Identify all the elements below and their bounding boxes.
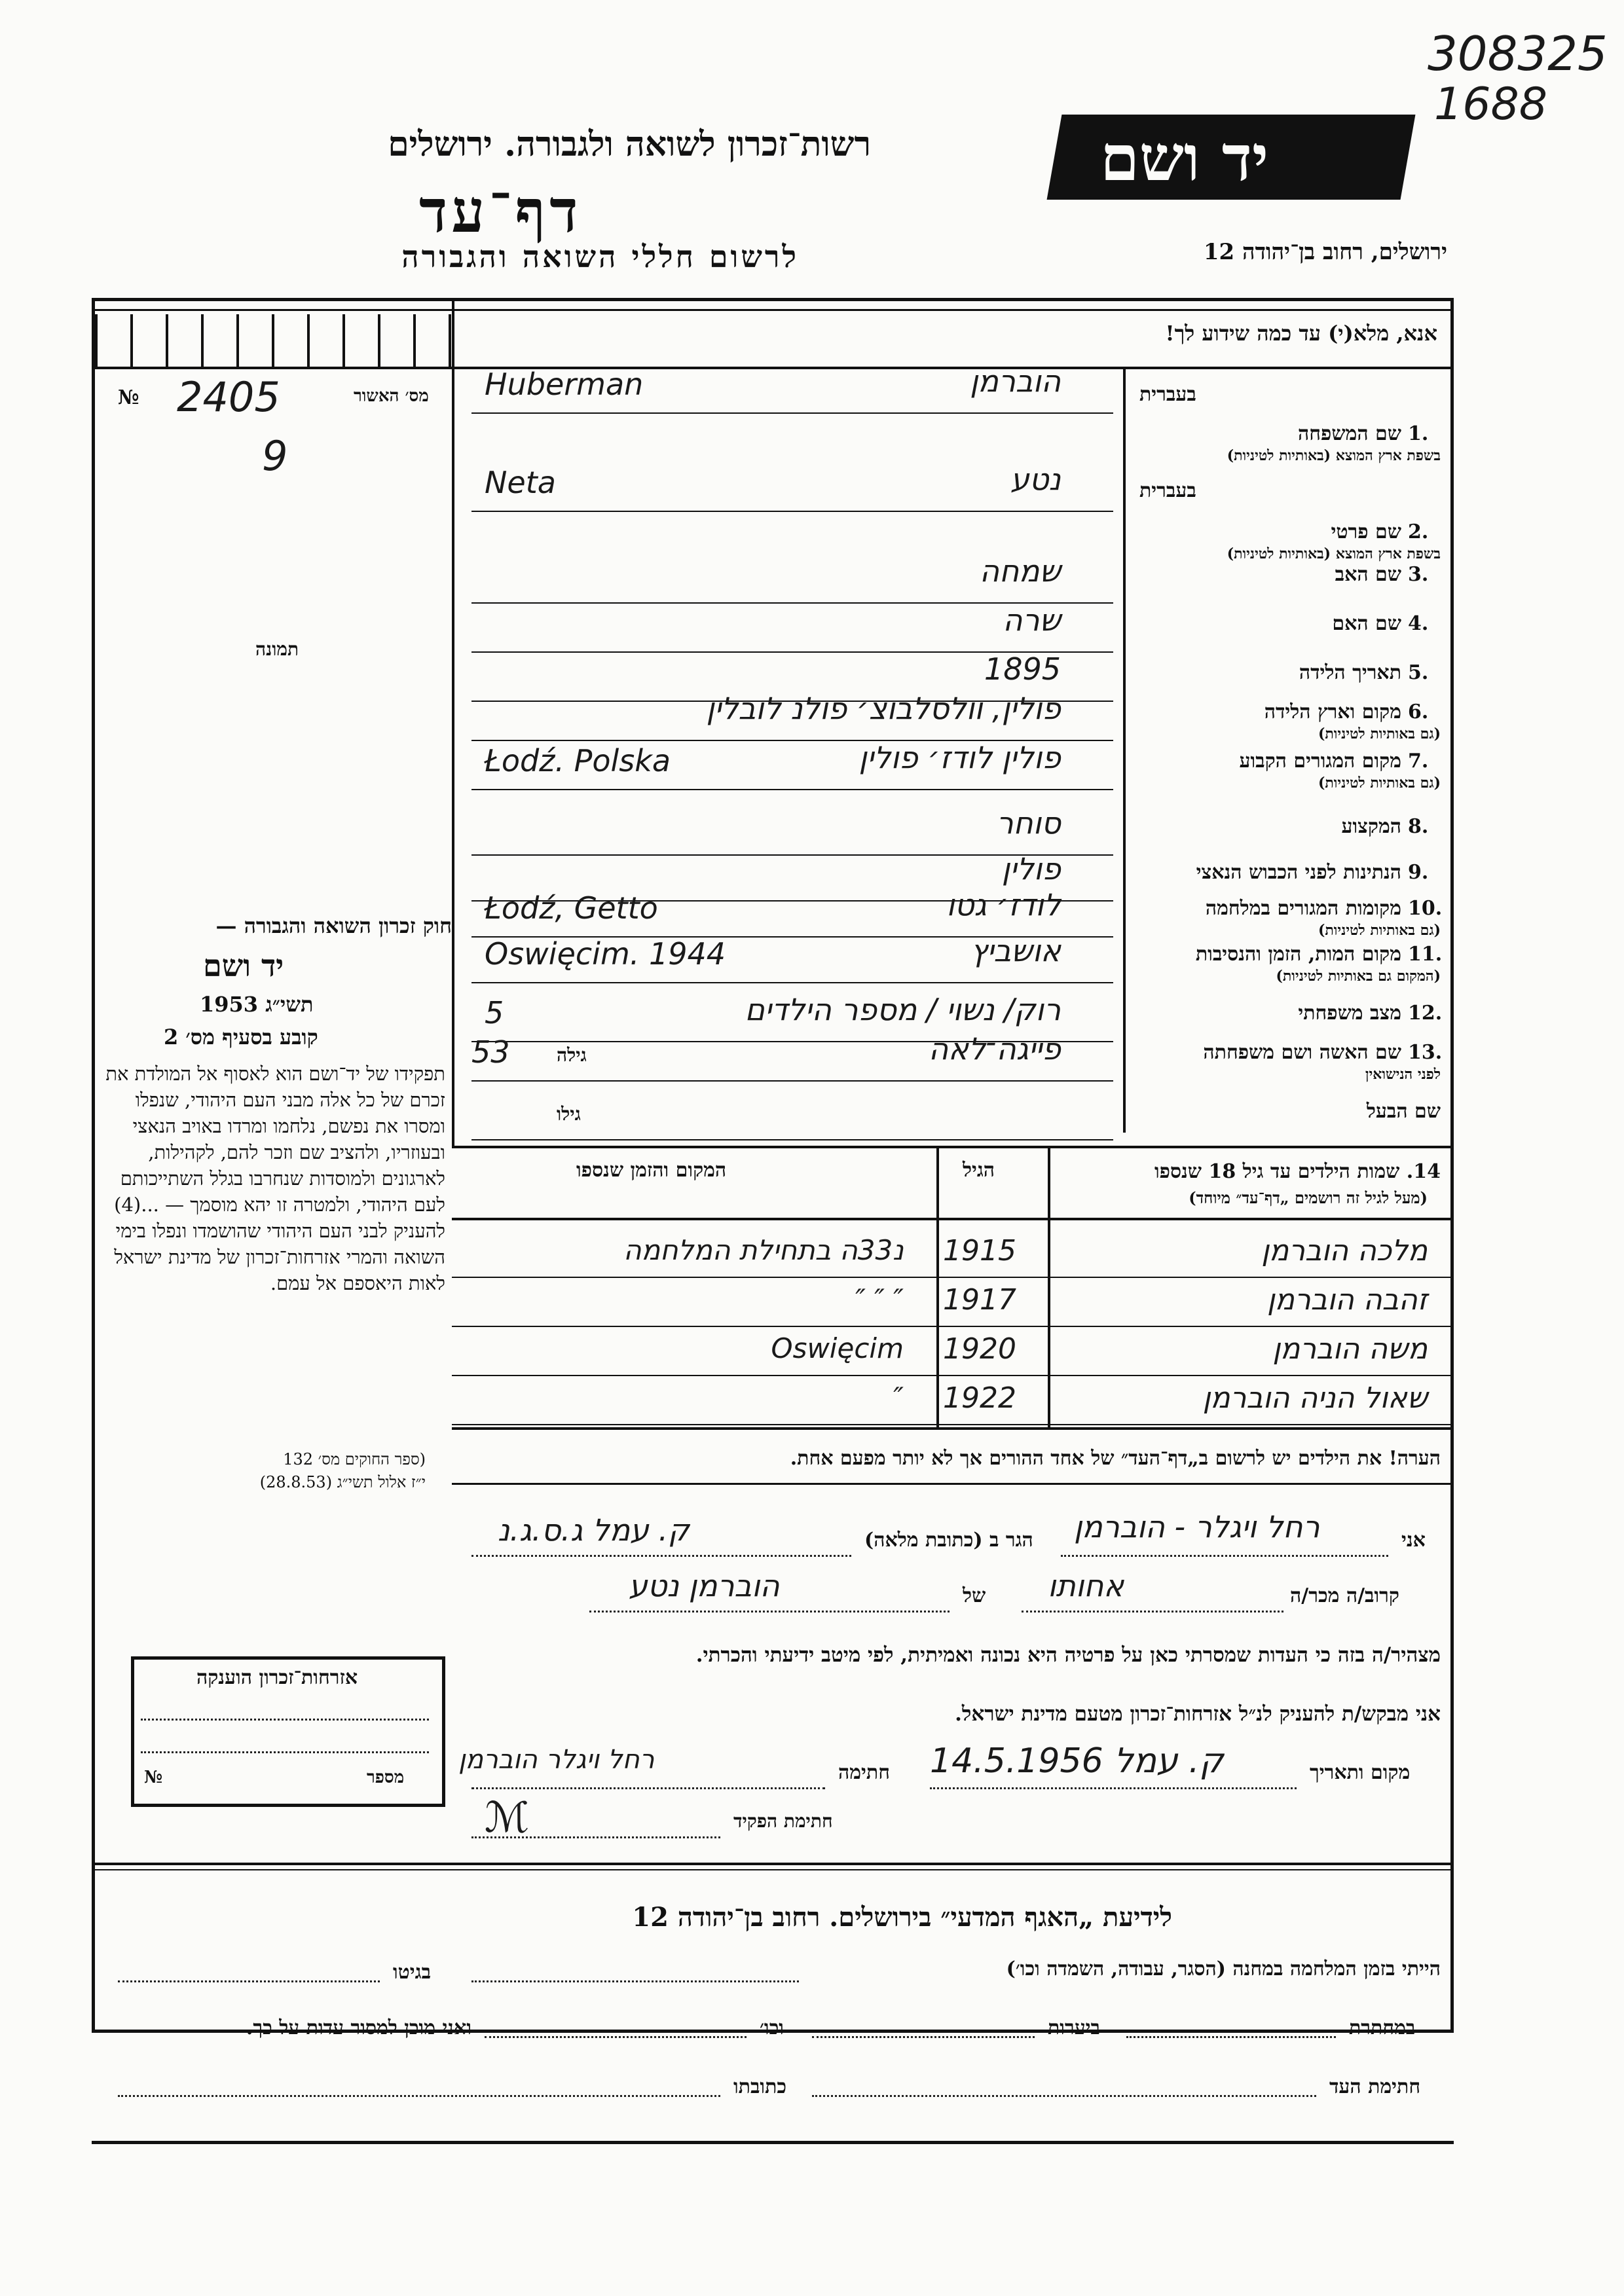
field-label: הנתינות לפני הכבוש הנאצי — [1196, 861, 1401, 884]
code-boxes-bottom — [92, 367, 1450, 369]
citizenship-line-1 — [141, 1719, 429, 1721]
field-value-latin: Neta — [485, 465, 556, 500]
field-label: מקום המות, הזמן והנסיבות — [1195, 943, 1401, 966]
field-underline — [471, 982, 1113, 983]
field-number: 11. — [1408, 943, 1443, 966]
child-year: 1915 — [943, 1234, 1016, 1267]
field-value-hebrew: 1895 — [984, 651, 1061, 687]
field-note: בשפת ארץ המוצא (באותיות לטיניות) — [1227, 447, 1441, 464]
field-label: שם האשה ושם משפחתה — [1203, 1041, 1401, 1064]
child-year: 1917 — [943, 1283, 1016, 1317]
field-value-hebrew: סוחר — [996, 805, 1061, 841]
code-boxes — [95, 314, 452, 367]
field-label: שם פרטי — [1331, 520, 1401, 543]
field-label: שם האב — [1335, 563, 1401, 586]
decl-signature-line — [471, 1787, 825, 1789]
footer-line1-a: הייתי בזמן המלחמה במחנה (הסגר, עבודה, השמדה וכו׳) — [1006, 1958, 1441, 1980]
field-value-hebrew: שרה — [1003, 602, 1061, 638]
field-number: 12. — [1408, 1002, 1443, 1025]
archive-number-bottom: 1688 — [1434, 79, 1548, 130]
children-header-line — [452, 1218, 1450, 1220]
children-age-header: הגיל — [963, 1159, 995, 1182]
field-number: 9. — [1408, 861, 1429, 884]
field-value-latin: Oswięcim. 1944 — [485, 936, 726, 972]
child-place: ″ — [893, 1381, 904, 1413]
decl-i-line — [1061, 1555, 1388, 1557]
citizenship-number-label: מספר — [367, 1768, 405, 1787]
archive-number-top: 308325 — [1428, 26, 1608, 81]
decl-officer-label: חתימת הפקיד — [733, 1810, 833, 1832]
field-value-latin: 5 — [485, 995, 504, 1030]
child-row-line — [452, 1375, 1450, 1376]
child-row-line — [452, 1277, 1450, 1278]
field-note: (גם באותיות לטיניות) — [1318, 774, 1441, 792]
law-clause: קובע בסעיף מס׳ 2 — [164, 1025, 318, 1049]
law-text: תפקידו של יד־ושם הוא לאסוף אל המולדת את זכרם של כל אלה מבני העם היהודי, שנפלו ומסרו את נפשם, נלחמו ומרדו באויב הנאצי ובעוזריו, ולהציב שם וזכר להם, לקהילות, לארגונים ולמוסדות שנחרבו בגלל השתייכותם לעם היהודי, ולמטרה זו יהא מוסמך — ...(4) להעניק לבני העם היהודי שהושמדו ונפלו בימי השואה והמרי אזרחות־זכרון של מדינת ישראל לאות היאספם אל עמם. — [105, 1063, 445, 1294]
field-value-hebrew: אושביץ — [970, 933, 1061, 968]
registration-label: מס׳ האשור — [354, 386, 429, 406]
footer-divider — [92, 1863, 1454, 1865]
decl-resides-value: ק. עמל ג.ס.ג.נ — [498, 1512, 690, 1548]
decl-resides-line — [471, 1555, 851, 1557]
field-underline — [471, 511, 1113, 512]
field-value-hebrew: שמחה — [980, 553, 1061, 589]
decl-i-value: רחל ויגלר - הוברמן — [1074, 1509, 1320, 1544]
field-number: 8. — [1408, 815, 1429, 838]
children-bottom-line — [452, 1427, 1450, 1430]
field-value-hebrew: פולין — [1001, 851, 1061, 886]
footer-divider-2 — [92, 1869, 1454, 1870]
photo-label: תמונה — [255, 638, 299, 660]
decl-place-date-line — [930, 1787, 1297, 1789]
law-source-1: (ספר החוקים מס׳ 132 — [283, 1450, 426, 1468]
field-label: מקומות המגורים במלחמה — [1205, 897, 1401, 920]
field-value-latin: Łodź. Polska — [485, 743, 671, 778]
field-label: מצב משפחתי — [1298, 1002, 1401, 1025]
field-number: 4. — [1408, 612, 1429, 635]
decl-of-line — [589, 1611, 950, 1613]
field-number: 6. — [1408, 701, 1429, 723]
law-year: תשי״ג 1953 — [200, 992, 314, 1017]
field-underline — [471, 412, 1113, 414]
footer-line2-d: ואני מוכן למסור עדות על כך. — [246, 2016, 471, 2039]
field-underline — [471, 1139, 1113, 1140]
field-note: (המקום גם באותיות לטיניות) — [1276, 968, 1441, 985]
field-label: שם האם — [1332, 612, 1401, 635]
children-col1 — [936, 1146, 939, 1427]
field-label: המקצוע — [1341, 815, 1401, 838]
children-remark: הערה! את הילדים יש לרשום ב„דף־העד״ של אחד ההורים אך לא יותר מפעם אחת. — [790, 1447, 1441, 1470]
instruction: אנא, מלא(י) עד כמה שידוע לך! — [1165, 321, 1437, 346]
field-value-latin: Huberman — [485, 367, 644, 402]
field-underline — [471, 789, 1113, 790]
field-number: 2. — [1408, 520, 1429, 543]
footer-title: לידיעת „האגף המדעי״ בירושלים. רחוב בן־יהודה 12 — [632, 1902, 1172, 1933]
decl-relative-label: קרוב/ה מכר/ה — [1290, 1584, 1399, 1607]
decl-relative-value: אחותו — [1048, 1568, 1124, 1603]
authority-title: רשות־זכרון לשואה ולגבורה. ירושלים — [388, 124, 871, 164]
footer-line2-dots-a — [1126, 2036, 1336, 2038]
decl-of-label: של — [963, 1584, 986, 1607]
footer-line3-b: כתובתו — [733, 2075, 787, 2098]
child-name: משה הוברמן — [1272, 1332, 1428, 1366]
field-value-hebrew: לודז׳ גטו — [946, 887, 1061, 922]
footer-line1-dots-a — [471, 1980, 799, 1982]
footer-line2-dots-c — [485, 2036, 747, 2038]
citizenship-title: אזרחות־זכרון הוענקה — [196, 1666, 358, 1689]
field-number: 1. — [1408, 422, 1429, 445]
footer-line1-b: בגיטו — [393, 1961, 432, 1984]
children-col2 — [1048, 1146, 1050, 1427]
field-value-latin: Łodź, Getto — [485, 890, 658, 926]
field-age-label: גילו — [557, 1103, 581, 1125]
form-title: דף־עד — [419, 177, 582, 246]
registration-no-sign: № — [118, 386, 139, 409]
decl-of-value: הוברמן נטע — [629, 1568, 780, 1603]
field-value-hebrew: פייגה־לאה — [929, 1031, 1061, 1066]
field-age-label: גילה — [557, 1044, 587, 1066]
children-note: (מעל לגיל זה רושמים „דף־עד״ מיוחד) — [1189, 1188, 1428, 1207]
child-row-line — [452, 1326, 1450, 1327]
frame-bottom-band — [92, 2141, 1454, 2144]
decl-statement: מצהיר/ה בזה כי העדות שמסרתי כאן על פרטיה היא נכונה ואמיתית, לפי מיטב ידיעתי והכרתי. — [695, 1643, 1441, 1667]
field-note: לפני הנישואין — [1365, 1066, 1441, 1083]
form-subtitle: לרשום חללי השואה והגבורה — [401, 239, 799, 274]
law-source-2: י״ז אלול תשי״ג (28.8.53) — [259, 1473, 426, 1491]
child-name: מלכה הוברמן — [1261, 1234, 1428, 1267]
children-label: 14. שמות הילדים עד גיל 18 שנספו — [1154, 1160, 1441, 1183]
footer-line3-a: חתימת העד — [1329, 2075, 1421, 2098]
footer-line2-c: וכו׳ — [760, 2016, 784, 2039]
child-row-line — [452, 1424, 1450, 1425]
decl-relative-line — [1022, 1611, 1283, 1613]
left-column-divider — [452, 301, 454, 1146]
logo-text: יד ושם — [1100, 121, 1269, 195]
children-place-header: המקום והזמן שנספו — [576, 1159, 727, 1182]
decl-place-date-value: ק. עמל 14.5.1956 — [930, 1741, 1224, 1781]
decl-request: אני מבקש/ת להעניק לנ״ל אזרחות־זכרון מטעם מדינת ישראל. — [955, 1702, 1441, 1726]
law-title: חוק זכרון השואה והגבורה — — [215, 913, 452, 938]
field-value-hebrew: נטע — [1010, 462, 1061, 497]
field-note: (גם באותיות לטיניות) — [1318, 922, 1441, 939]
decl-place-date-label: מקום ותאריך — [1310, 1761, 1411, 1784]
child-year: 1922 — [943, 1381, 1016, 1415]
child-year: 1920 — [943, 1332, 1016, 1366]
citizenship-line-2 — [141, 1751, 429, 1753]
decl-i-label: אני — [1401, 1529, 1426, 1552]
registration-sub: 9 — [262, 432, 288, 480]
citizenship-no-sign: № — [144, 1768, 163, 1787]
field-number: 13. — [1408, 1041, 1443, 1064]
decl-signature-label: חתימה — [838, 1761, 890, 1784]
field-underline — [471, 1080, 1113, 1082]
field-age: 53 — [471, 1034, 510, 1070]
field-value-hebrew: פולין לודז׳ פולין — [858, 740, 1061, 775]
officer-signature-icon: ℳ — [485, 1794, 530, 1842]
registration-number: 2405 — [177, 373, 280, 421]
field-number: 7. — [1408, 750, 1429, 773]
footer-line2-b: ביערות — [1048, 2016, 1101, 2039]
child-place: ″ ″ ″ — [855, 1283, 904, 1315]
field-value-hebrew: רוק/ נשוי / מספר הילדים — [745, 992, 1061, 1027]
field-label: מקום המגורים הקבוע — [1239, 750, 1401, 773]
footer-line2-dots-b — [812, 2036, 1035, 2038]
decl-resides-label: הגר ב (כתובת מלאה) — [864, 1529, 1033, 1552]
child-place: Oswięcim — [771, 1332, 904, 1364]
field-value-hebrew: פולין, וולסלבוצ׳ פולנ לובלין — [706, 691, 1061, 726]
child-name: זהבה הוברמן — [1266, 1283, 1428, 1317]
field-number: 10. — [1408, 897, 1443, 920]
field-label: שם המשפחה — [1297, 422, 1401, 445]
remark-underline — [452, 1483, 1450, 1485]
hebrew-label-1: בעברית — [1139, 383, 1196, 406]
child-place: נ33ה בתחילת המלחמה — [623, 1234, 904, 1266]
label-column-divider — [1123, 367, 1126, 1133]
footer-line3-dots-a — [812, 2095, 1316, 2097]
field-label: שם הבעל — [1366, 1100, 1441, 1123]
footer-line1-dots-b — [118, 1980, 380, 1982]
hebrew-label-2: בעברית — [1139, 479, 1196, 502]
footer-line3-dots-b — [118, 2095, 720, 2097]
field-note: בשפת ארץ המוצא (באותיות לטיניות) — [1227, 545, 1441, 562]
field-number: 3. — [1408, 563, 1429, 586]
field-number: 5. — [1408, 661, 1429, 684]
field-value-hebrew: הוברמן — [970, 363, 1061, 399]
children-top-line — [452, 1146, 1450, 1148]
footer-line2-a: במחתרת — [1349, 2016, 1416, 2039]
frame-top-band — [92, 309, 1454, 311]
address: ירושלים, רחוב בן־יהודה 12 — [1203, 239, 1447, 265]
field-note: (גם באותיות לטיניות) — [1318, 725, 1441, 742]
child-name: שאול הניה הוברמן — [1202, 1381, 1428, 1415]
field-label: תאריך הלידה — [1299, 661, 1401, 684]
field-label: מקום וארץ הלידה — [1264, 701, 1401, 723]
decl-signature-value: רחל ויגלר הוברמן — [458, 1745, 655, 1775]
law-name: יד ושם — [203, 948, 284, 983]
